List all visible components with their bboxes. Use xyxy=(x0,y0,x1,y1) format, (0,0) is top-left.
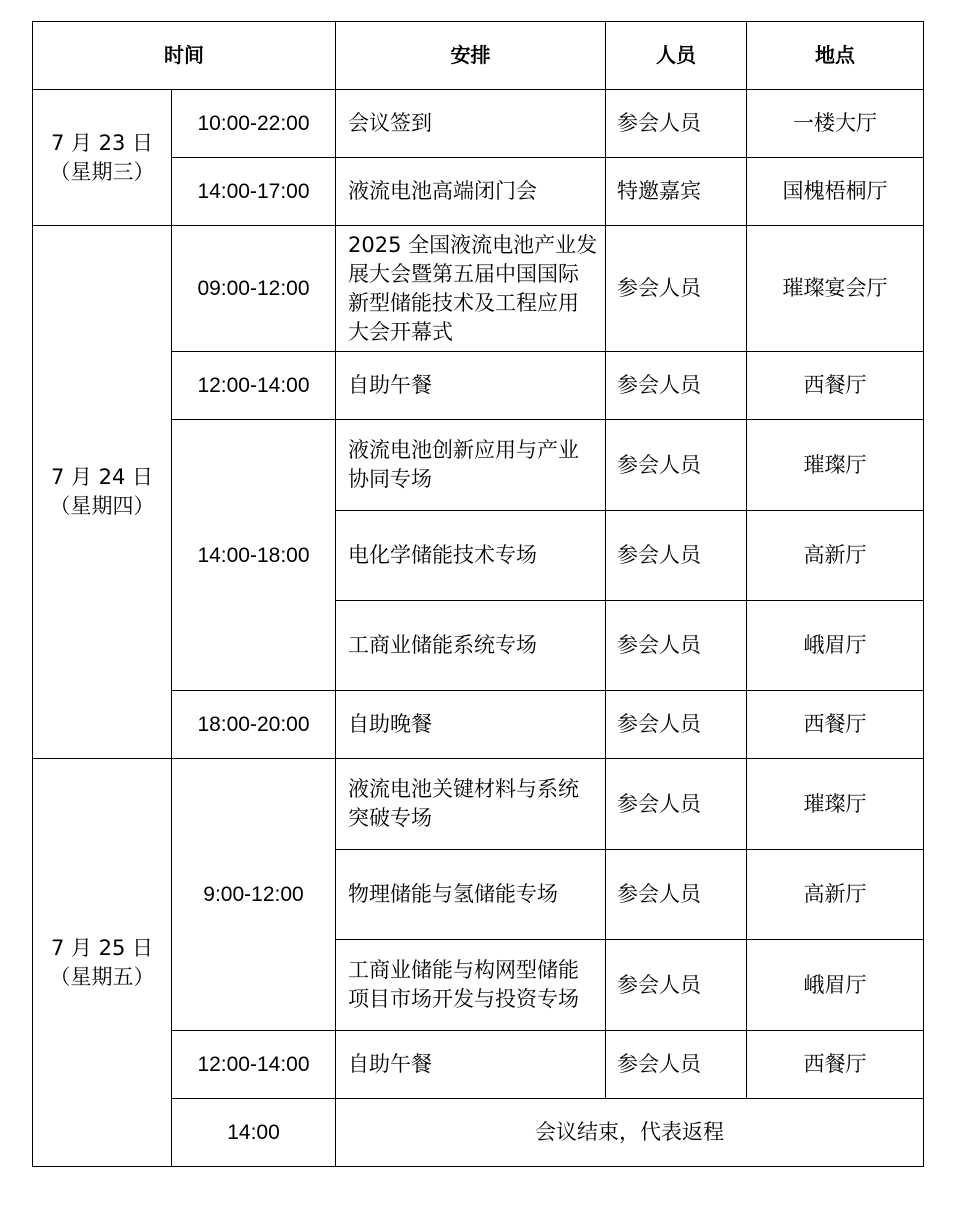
arrangement-cell: 工商业储能系统专场 xyxy=(336,601,606,691)
personnel-cell: 参会人员 xyxy=(606,90,747,158)
location-cell: 高新厅 xyxy=(747,511,924,601)
day-date: 7 月 25 日 xyxy=(50,935,154,960)
header-location: 地点 xyxy=(747,22,924,90)
location-cell: 国槐梧桐厅 xyxy=(747,158,924,226)
location-cell: 璀璨宴会厅 xyxy=(747,226,924,352)
personnel-cell: 参会人员 xyxy=(606,226,747,352)
time-cell: 12:00-14:00 xyxy=(172,1031,336,1099)
location-cell: 西餐厅 xyxy=(747,352,924,420)
header-personnel: 人员 xyxy=(606,22,747,90)
day-weekday: （星期四） xyxy=(49,494,155,518)
header-time: 时间 xyxy=(33,22,336,90)
location-cell: 西餐厅 xyxy=(747,691,924,759)
time-cell: 09:00-12:00 xyxy=(172,226,336,352)
arrangement-cell: 会议签到 xyxy=(336,90,606,158)
arrangement-cell: 2025 全国液流电池产业发展大会暨第五届中国国际新型储能技术及工程应用大会开幕式 xyxy=(336,226,606,352)
location-cell: 璀璨厅 xyxy=(747,420,924,511)
arrangement-cell: 电化学储能技术专场 xyxy=(336,511,606,601)
table-row xyxy=(33,759,924,850)
time-cell: 9:00-12:00 xyxy=(172,759,336,1031)
schedule-table xyxy=(32,21,924,1167)
arrangement-cell: 自助午餐 xyxy=(336,352,606,420)
personnel-cell: 参会人员 xyxy=(606,1031,747,1099)
day-weekday: （星期五） xyxy=(49,964,155,989)
day-cell-2 xyxy=(33,226,172,759)
arrangement-cell: 自助晚餐 xyxy=(336,691,606,759)
day-date: 7 月 23 日 xyxy=(50,130,154,155)
personnel-cell: 参会人员 xyxy=(606,420,747,511)
arrangement-cell: 物理储能与氢储能专场 xyxy=(336,850,606,940)
personnel-cell: 参会人员 xyxy=(606,511,747,601)
location-cell: 高新厅 xyxy=(747,850,924,940)
personnel-cell: 特邀嘉宾 xyxy=(606,158,747,226)
arrangement-cell: 液流电池关键材料与系统突破专场 xyxy=(336,759,606,850)
personnel-cell: 参会人员 xyxy=(606,940,747,1031)
day-date: 7 月 24 日 xyxy=(50,465,154,489)
table-row xyxy=(33,90,924,158)
day-weekday: （星期三） xyxy=(49,159,155,184)
personnel-cell: 参会人员 xyxy=(606,691,747,759)
day-cell-1 xyxy=(33,90,172,226)
time-cell: 12:00-14:00 xyxy=(172,352,336,420)
header-row xyxy=(33,22,924,90)
time-cell: 14:00-17:00 xyxy=(172,158,336,226)
personnel-cell: 参会人员 xyxy=(606,759,747,850)
personnel-cell: 参会人员 xyxy=(606,850,747,940)
header-arrangement: 安排 xyxy=(336,22,606,90)
location-cell: 一楼大厅 xyxy=(747,90,924,158)
time-cell: 10:00-22:00 xyxy=(172,90,336,158)
location-cell: 峨眉厅 xyxy=(747,940,924,1031)
personnel-cell: 参会人员 xyxy=(606,601,747,691)
arrangement-cell: 液流电池创新应用与产业协同专场 xyxy=(336,420,606,511)
time-cell: 14:00 xyxy=(172,1099,336,1167)
arrangement-cell: 工商业储能与构网型储能项目市场开发与投资专场 xyxy=(336,940,606,1031)
table-row xyxy=(33,226,924,352)
personnel-cell: 参会人员 xyxy=(606,352,747,420)
time-cell: 18:00-20:00 xyxy=(172,691,336,759)
arrangement-cell: 液流电池高端闭门会 xyxy=(336,158,606,226)
arrangement-cell: 自助午餐 xyxy=(336,1031,606,1099)
day-cell-3 xyxy=(33,759,172,1167)
time-cell: 14:00-18:00 xyxy=(172,420,336,691)
location-cell: 峨眉厅 xyxy=(747,601,924,691)
location-cell: 璀璨厅 xyxy=(747,759,924,850)
closing-cell: 会议结束，代表返程 xyxy=(336,1099,924,1167)
location-cell: 西餐厅 xyxy=(747,1031,924,1099)
